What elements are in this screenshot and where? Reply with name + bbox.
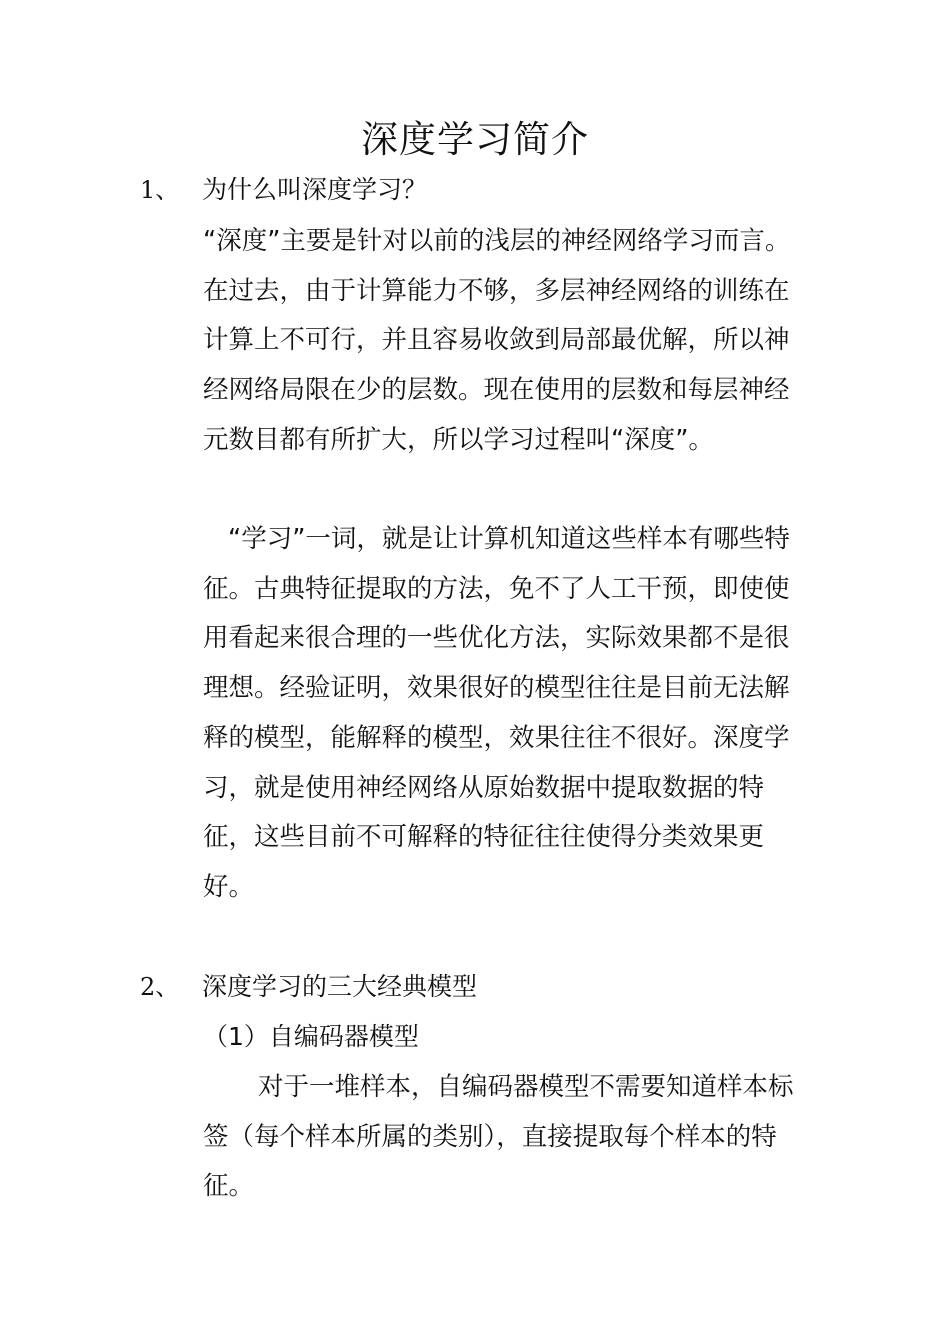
section-2-number: 2、 xyxy=(140,973,180,1001)
subsection-1-paragraph: 对于一堆样本，自编码器模型不需要知道样本标签（每个样本所属的类别），直接提取每个样本的特征。 xyxy=(203,1072,794,1202)
section-1-number: 1、 xyxy=(140,176,180,204)
section-2-title: 深度学习的三大经典模型 xyxy=(202,972,478,1001)
section-1-title: 为什么叫深度学习？ xyxy=(202,175,428,204)
section-1-paragraph-1: “深度”主要是针对以前的浅层的神经网络学习而言。在过去，由于计算能力不够，多层神经网络的训练在计算上不可行，并且容易收敛到局部最优解，所以神经网络局限在少的层数。现在使用的层数和每层神经元数目都有所扩大，所以学习过程叫“深度”。 xyxy=(203,226,791,455)
subsection-1-label: （1）自编码器模型 xyxy=(203,1022,419,1051)
section-1-paragraph-2: “学习”一词，就是让计算机知道这些样本有哪些特征。古典特征提取的方法，免不了人工干预，即使使用看起来很合理的一些优化方法，实际效果都不是很理想。经验证明，效果很好的模型往往是目前无法解释的模型，能解释的模型，效果往往不很好。深度学习，就是使用神经网络从原始数据中提取数据的特征，这些目前不可解释的特征往往使得分类效果更好。 xyxy=(203,524,790,902)
section-2-heading xyxy=(140,967,477,1007)
document-title: 深度学习简介 xyxy=(361,118,589,161)
section-1-heading xyxy=(140,170,427,210)
